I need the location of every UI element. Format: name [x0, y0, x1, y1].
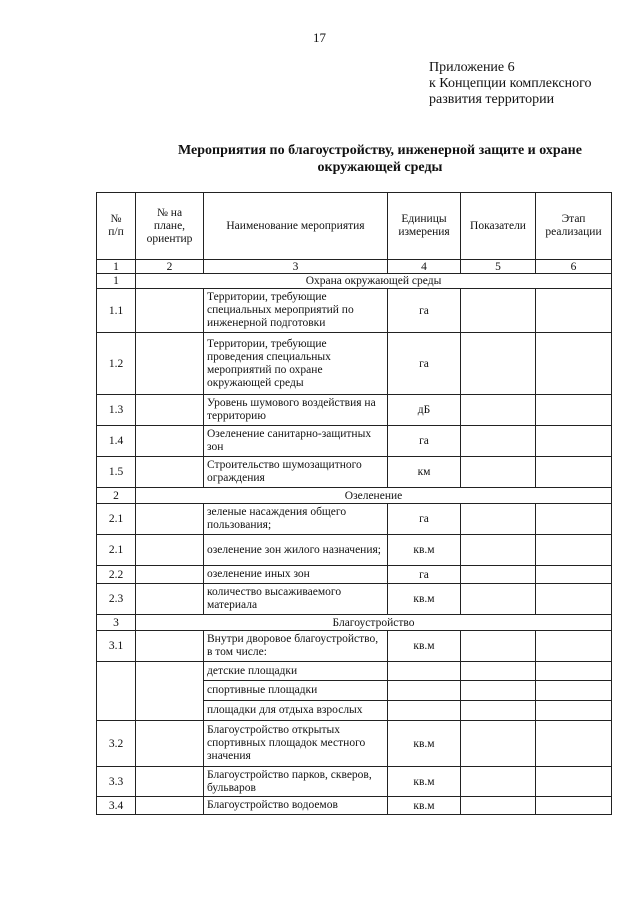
table-row: [97, 584, 612, 615]
appendix-line: развития территории: [429, 92, 555, 107]
measure-name: озеленение иных зон: [204, 566, 388, 584]
unit-cell: [388, 681, 461, 701]
table-row: [97, 504, 612, 535]
unit-cell: га: [388, 333, 461, 395]
table-row: [97, 426, 612, 457]
column-number: 3: [204, 260, 388, 274]
plan-cell: [136, 426, 204, 457]
column-number: 4: [388, 260, 461, 274]
table-row: [97, 289, 612, 333]
unit-cell: дБ: [388, 395, 461, 426]
table-row: [97, 395, 612, 426]
row-number: 2.1: [97, 535, 136, 566]
plan-cell: [136, 566, 204, 584]
measure-name: Территории, требующие проведения специальных мероприятий по охране окружающей среды: [204, 333, 388, 395]
section-number: 1: [97, 274, 136, 289]
measure-name: зеленые насаждения общего пользования;: [204, 504, 388, 535]
document-title: [100, 142, 639, 176]
section-number: 3: [97, 615, 136, 631]
indicator-cell: [461, 566, 536, 584]
table-row: [97, 721, 612, 767]
stage-cell: [536, 767, 612, 797]
table-row: [97, 662, 612, 681]
measure-subitem: площадки для отдыха взрослых: [204, 701, 388, 721]
row-number: 1.2: [97, 333, 136, 395]
plan-cell: [136, 535, 204, 566]
stage-cell: [536, 631, 612, 662]
header-plan-number: № на плане, ориентир: [136, 193, 204, 260]
indicator-cell: [461, 767, 536, 797]
stage-cell: [536, 797, 612, 815]
row-number: 1.5: [97, 457, 136, 488]
indicator-cell: [461, 333, 536, 395]
header-units: Единицы измерения: [388, 193, 461, 260]
row-number: 1.1: [97, 289, 136, 333]
unit-cell: [388, 701, 461, 721]
measure-subitem: спортивные площадки: [204, 681, 388, 701]
stage-cell: [536, 584, 612, 615]
plan-cell: [136, 395, 204, 426]
indicator-cell: [461, 701, 536, 721]
stage-cell: [536, 662, 612, 681]
indicator-cell: [461, 681, 536, 701]
stage-cell: [536, 289, 612, 333]
row-number: 3.4: [97, 797, 136, 815]
numbering-row: [97, 260, 612, 274]
indicator-cell: [461, 426, 536, 457]
header-indicators: Показатели: [461, 193, 536, 260]
header-measure-name: Наименование мероприятия: [204, 193, 388, 260]
table-row: [97, 333, 612, 395]
indicator-cell: [461, 395, 536, 426]
header-row: [97, 193, 612, 260]
section-row: [97, 488, 612, 504]
plan-cell: [136, 767, 204, 797]
plan-cell: [136, 457, 204, 488]
measure-name: Строительство шумозащитного ограждения: [204, 457, 388, 488]
section-row: [97, 615, 612, 631]
unit-cell: га: [388, 566, 461, 584]
section-title: Благоустройство: [136, 615, 612, 631]
unit-cell: кв.м: [388, 535, 461, 566]
row-number: 2.2: [97, 566, 136, 584]
measures-table: [96, 192, 612, 815]
unit-cell: га: [388, 504, 461, 535]
plan-cell: [136, 289, 204, 333]
appendix-line: Приложение 6: [429, 60, 515, 75]
measure-name: озеленение зон жилого назначения;: [204, 535, 388, 566]
row-number: 2.3: [97, 584, 136, 615]
stage-cell: [536, 701, 612, 721]
row-number: 3.2: [97, 721, 136, 767]
plan-cell: [136, 504, 204, 535]
measure-name: Уровень шумового воздействия на территорию: [204, 395, 388, 426]
indicator-cell: [461, 457, 536, 488]
column-number: 6: [536, 260, 612, 274]
stage-cell: [536, 566, 612, 584]
row-number: 3.3: [97, 767, 136, 797]
table-row: [97, 797, 612, 815]
appendix-note: [429, 60, 592, 108]
table-row: [97, 566, 612, 584]
measure-name: Озеленение санитарно-защитных зон: [204, 426, 388, 457]
table-row: [97, 767, 612, 797]
unit-cell: км: [388, 457, 461, 488]
stage-cell: [536, 504, 612, 535]
stage-cell: [536, 426, 612, 457]
row-number: 2.1: [97, 504, 136, 535]
plan-cell: [136, 631, 204, 662]
plan-cell: [136, 797, 204, 815]
stage-cell: [536, 395, 612, 426]
indicator-cell: [461, 584, 536, 615]
column-number: 1: [97, 260, 136, 274]
page-number: 17: [313, 30, 326, 45]
appendix-line: к Концепции комплексного: [429, 76, 592, 91]
unit-cell: [388, 662, 461, 681]
row-number-empty: [97, 662, 136, 721]
measure-name: Благоустройство открытых спортивных площадок местного значения: [204, 721, 388, 767]
plan-cell: [136, 333, 204, 395]
plan-cell: [136, 662, 204, 721]
section-title: Озеленение: [136, 488, 612, 504]
indicator-cell: [461, 631, 536, 662]
measure-name: Внутри дворовое благоустройство, в том числе:: [204, 631, 388, 662]
measure-name: количество высаживаемого материала: [204, 584, 388, 615]
measure-name: Благоустройство водоемов: [204, 797, 388, 815]
indicator-cell: [461, 289, 536, 333]
indicator-cell: [461, 504, 536, 535]
title-line: окружающей среды: [317, 160, 443, 175]
title-line: Мероприятия по благоустройству, инженерной защите и охране: [178, 143, 582, 158]
unit-cell: га: [388, 426, 461, 457]
unit-cell: кв.м: [388, 584, 461, 615]
row-number: 1.4: [97, 426, 136, 457]
section-row: [97, 274, 612, 289]
indicator-cell: [461, 662, 536, 681]
unit-cell: га: [388, 289, 461, 333]
unit-cell: кв.м: [388, 797, 461, 815]
stage-cell: [536, 457, 612, 488]
row-number: 3.1: [97, 631, 136, 662]
unit-cell: кв.м: [388, 631, 461, 662]
table-row: [97, 631, 612, 662]
stage-cell: [536, 333, 612, 395]
unit-cell: кв.м: [388, 721, 461, 767]
column-number: 5: [461, 260, 536, 274]
header-num: № п/п: [97, 193, 136, 260]
indicator-cell: [461, 797, 536, 815]
measure-subitem: детские площадки: [204, 662, 388, 681]
row-number: 1.3: [97, 395, 136, 426]
column-number: 2: [136, 260, 204, 274]
plan-cell: [136, 721, 204, 767]
stage-cell: [536, 721, 612, 767]
table-row: [97, 535, 612, 566]
stage-cell: [536, 681, 612, 701]
unit-cell: кв.м: [388, 767, 461, 797]
measure-name: Благоустройство парков, скверов, бульваров: [204, 767, 388, 797]
section-title: Охрана окружающей среды: [136, 274, 612, 289]
measure-name: Территории, требующие специальных мероприятий по инженерной подготовки: [204, 289, 388, 333]
table-row: [97, 457, 612, 488]
header-stage: Этап реализации: [536, 193, 612, 260]
indicator-cell: [461, 721, 536, 767]
section-number: 2: [97, 488, 136, 504]
indicator-cell: [461, 535, 536, 566]
stage-cell: [536, 535, 612, 566]
plan-cell: [136, 584, 204, 615]
